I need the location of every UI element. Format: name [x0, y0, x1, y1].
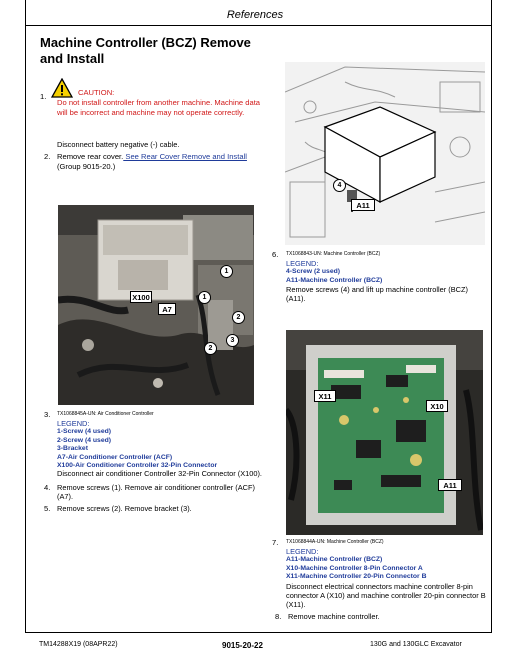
step-6-legend — [286, 268, 486, 285]
step-1-number: 1. — [40, 92, 47, 101]
legend-item: X11-Machine Controller 20-Pin Connector B — [286, 573, 427, 580]
legend-item: X100-Air Conditioner Controller 32-Pin Connector — [57, 462, 218, 469]
warning-triangle-icon — [51, 78, 73, 98]
rear-cover-link[interactable]: See Rear Cover Remove and Install — [123, 152, 247, 161]
step-8-text: Remove machine controller. — [288, 612, 380, 621]
step-6-text: Remove screws (4) and lift up machine controller (BCZ) (A11). — [286, 285, 468, 303]
legend-item: 1-Screw (4 used) — [57, 428, 112, 435]
callout-2-lower: 2 — [204, 342, 217, 355]
step-5-text: Remove screws (2). Remove bracket (3). — [57, 504, 192, 513]
step-2-number: 2. — [44, 152, 51, 161]
callout-2-upper: 2 — [232, 311, 245, 324]
section-title: Machine Controller (BCZ) Remove and Install — [40, 35, 251, 66]
step-7-legend — [286, 556, 486, 582]
step-2 — [44, 152, 269, 171]
footer-page-number: 9015-20-22 — [222, 641, 263, 650]
step-7-number: 7. — [272, 538, 279, 547]
header-rule — [25, 25, 492, 26]
caution-text: Do not install controller from another machine. Machine data will be incorrect and machine may not operate correctly. — [57, 98, 261, 117]
bcz-top-illustration — [285, 62, 485, 245]
callout-3: 3 — [226, 334, 239, 347]
step-5-number: 5. — [44, 504, 51, 513]
step-4-number: 4. — [44, 483, 51, 492]
step-4-text: Remove screws (1). Remove air conditioner controller (ACF) (A7). — [57, 483, 255, 501]
legend-item: A11-Machine Controller (BCZ) — [286, 556, 383, 563]
step-3-legend — [57, 428, 272, 471]
step-2-group-ref: (Group 9015-20.) — [57, 162, 116, 171]
step-6-caption: TX1068843-UN: Machine Controller (BCZ) — [286, 251, 381, 257]
bcz-board-illustration — [286, 330, 483, 535]
legend-item: 4-Screw (2 used) — [286, 268, 341, 275]
caution-label: CAUTION: — [78, 88, 115, 97]
step-6-number: 6. — [272, 250, 279, 259]
step-7-legend-title: LEGEND: — [286, 547, 319, 556]
legend-item: 2-Screw (4 used) — [57, 436, 112, 444]
legend-item: X10-Machine Controller 8-Pin Connector A — [286, 564, 423, 572]
step-3-number: 3. — [44, 410, 51, 419]
a11-board-label: A11 — [438, 479, 462, 491]
footer-doc-id: TM14288X19 (08APR22) — [39, 641, 118, 648]
header-title: References — [226, 9, 284, 21]
legend-item: A11-Machine Controller (BCZ) — [286, 276, 383, 284]
callout-1-upper: 1 — [220, 265, 233, 278]
step-7-text: Disconnect electrical connectors machine controller 8-pin connector A (X10) and machine controller 20-pin connector B (X11). — [286, 582, 486, 609]
callout-1-lower: 1 — [198, 291, 211, 304]
step-3-legend-title: LEGEND: — [57, 419, 90, 428]
x100-label: X100 — [130, 291, 152, 303]
a11-top-label: A11 — [351, 199, 375, 211]
callout-4: 4 — [333, 179, 346, 192]
footer-rule — [25, 632, 492, 633]
footer-model: 130G and 130GLC Excavator — [370, 641, 462, 648]
ac-controller-illustration — [58, 205, 254, 405]
step-8-number: 8. — [275, 612, 282, 621]
step-7-caption: TX1068844A-UN: Machine Controller (BCZ) — [286, 539, 384, 545]
legend-item: A7-Air Conditioner Controller (ACF) — [57, 453, 173, 461]
step-1-text: Disconnect battery negative (-) cable. — [57, 140, 180, 149]
a7-label: A7 — [158, 303, 176, 315]
x10-label: X10 — [426, 400, 448, 412]
step-3-text: Disconnect air conditioner Controller 32-Pin Connector (X100). — [57, 469, 262, 478]
bcz-top-photo — [285, 62, 485, 245]
step-2-text: Remove rear cover. — [57, 152, 124, 161]
step-6-legend-title: LEGEND: — [286, 259, 319, 268]
bcz-board-photo — [286, 330, 483, 535]
ac-controller-photo — [58, 205, 254, 405]
step-3-caption: TX1068845A-UN: Air Conditioner Controller — [57, 411, 154, 417]
x11-label: X11 — [314, 390, 336, 402]
legend-item: 3-Bracket — [57, 445, 88, 452]
